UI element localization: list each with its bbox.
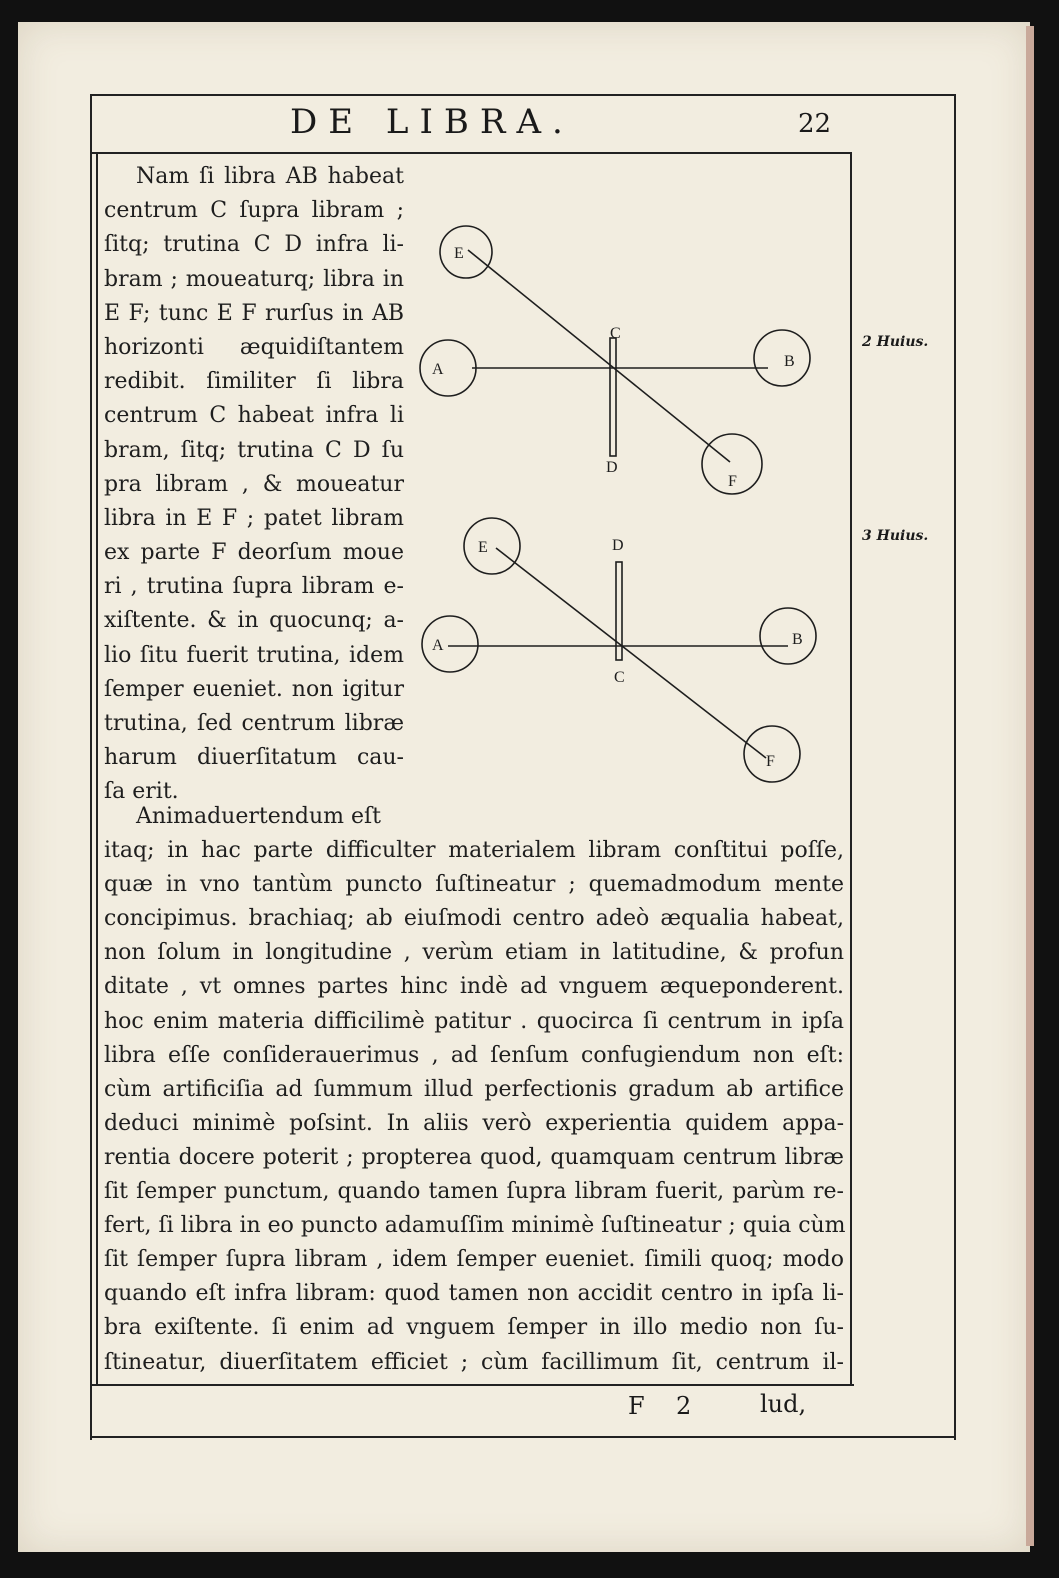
text-line: centrum C ſupra libram ; [104,198,404,224]
beam-ef [468,250,730,462]
text-line: non ſolum in longitudine , verùm etiam in latitudine, & profun [104,940,844,966]
text-line: ri , trutina ſupra libram e- [104,574,404,600]
frame-rule-left [90,94,92,1440]
margin-note: 3 Huius. [862,528,929,544]
label-d: D [612,537,624,554]
footer-rule [92,1436,956,1438]
text-line: quando eſt infra libram: quod tamen non accidit centro in ipſa li- [104,1281,844,1307]
trutina-cd [610,338,616,456]
text-line: xiſtente. & in quocunq; a- [104,608,404,634]
beam-ef [496,548,766,758]
text-line: ſtineatur, diuerſitatem efficiet ; cùm facillimum ſit, centrum il- [104,1349,844,1375]
text-line: ex parte F deorſum moue [104,540,404,566]
frame-rule-right [954,94,956,1440]
label-a: A [432,637,444,654]
text-line: bram ; moueaturq; libra in [104,266,404,292]
text-line: trutina, ſed centrum libræ [104,711,404,736]
text-line: quæ in vno tantùm puncto ſuſtineatur ; quemadmodum mente [104,872,844,898]
full-width-text [104,800,844,1380]
text-line: hoc enim materia difficilimè patitur . quocirca ſi centrum in ipſa [104,1008,844,1034]
text-line: Nam ſi libra AB habeat [136,164,404,189]
text-line: bra exiſtente. ſi enim ad vnguem ſemper in illo medio non ſu- [104,1315,844,1341]
frame-rule-top [90,94,956,96]
text-line: cùm artificiſia ad ſummum illud perfectionis gradum ab artifice [104,1076,844,1102]
text-line: lio ſitu fuerit trutina, idem [104,642,404,668]
label-f: F [766,753,775,770]
text-line: concipimus. brachiaq; ab eiuſmodi centro adeò æqualia habeat, [104,906,844,932]
text-line: ſit ſemper ſupra libram , idem ſemper eueniet. ſimili quoq; modo [104,1247,844,1273]
page-number: 22 [798,109,832,139]
diagram-center-above [420,226,810,494]
text-line: centrum C habeat infra li [104,403,404,429]
label-c: C [614,669,625,686]
label-e: E [454,245,464,262]
label-a: A [432,361,444,378]
running-title: DE LIBRA. [290,102,574,142]
text-line: ſemper eueniet. non igitur [104,676,404,702]
text-block-rule-bottom [92,1384,854,1386]
text-line: redibit. ſimiliter ſi libra [104,369,404,395]
signature-number: 2 [676,1392,692,1420]
header-rule [92,152,852,154]
text-line: E F; tunc E F rurſus in AB [104,300,404,326]
text-line: libra in E F ; patet libram [104,505,404,531]
weight-e [440,226,492,278]
text-line: harum diuerſitatum cau- [104,745,404,771]
text-line: ſa erit. [104,779,179,805]
weight-b [760,608,816,664]
text-line: rentia docere poterit ; propterea quod, quamquam centrum libræ [104,1144,844,1170]
text-line: bram, ſitq; trutina C D ſu [104,437,404,463]
label-f: F [728,473,737,490]
diagram-center-below [422,518,816,782]
text-line: itaq; in hac parte difficulter materialem libram conſtitui poſſe, [104,838,844,864]
text-line: libra eſſe conſiderauerimus , ad ſenſum confugiendum non eſt: [104,1042,844,1068]
balance-diagrams [410,210,830,790]
weight-a [422,616,478,672]
catchword: lud, [760,1390,807,1418]
label-b: B [784,353,795,370]
signature-mark: F [628,1392,645,1420]
narrow-text-column [104,160,404,810]
text-line: ſitq; trutina C D infra li- [104,232,404,258]
label-e: E [478,539,488,556]
text-block-rule-left [96,152,98,1384]
label-b: B [792,631,803,648]
weight-e [464,518,520,574]
label-d: D [606,459,618,476]
margin-note: 2 Huius. [862,334,929,350]
text-line: pra libram , & moueatur [104,471,404,497]
label-c: C [610,325,621,342]
text-line: fert, ſi libra in eo puncto adamuſſim minimè ſuſtineatur ; quia cùm [104,1213,846,1239]
weight-a [420,340,476,396]
page-edge [1026,26,1034,1546]
text-line: ditate , vt omnes partes hinc indè ad vnguem æqueponderent. [104,974,844,1000]
text-line: ſit ſemper punctum, quando tamen ſupra libram fuerit, parùm re- [104,1179,844,1205]
text-block-rule-right [850,152,852,1384]
text-line: Animaduertendum eſt [136,804,381,829]
weight-b [754,330,810,386]
text-line: horizonti æquidiſtantem [104,334,404,360]
text-line: deduci minimè poſsint. In aliis verò experientia quidem appa- [104,1110,844,1136]
